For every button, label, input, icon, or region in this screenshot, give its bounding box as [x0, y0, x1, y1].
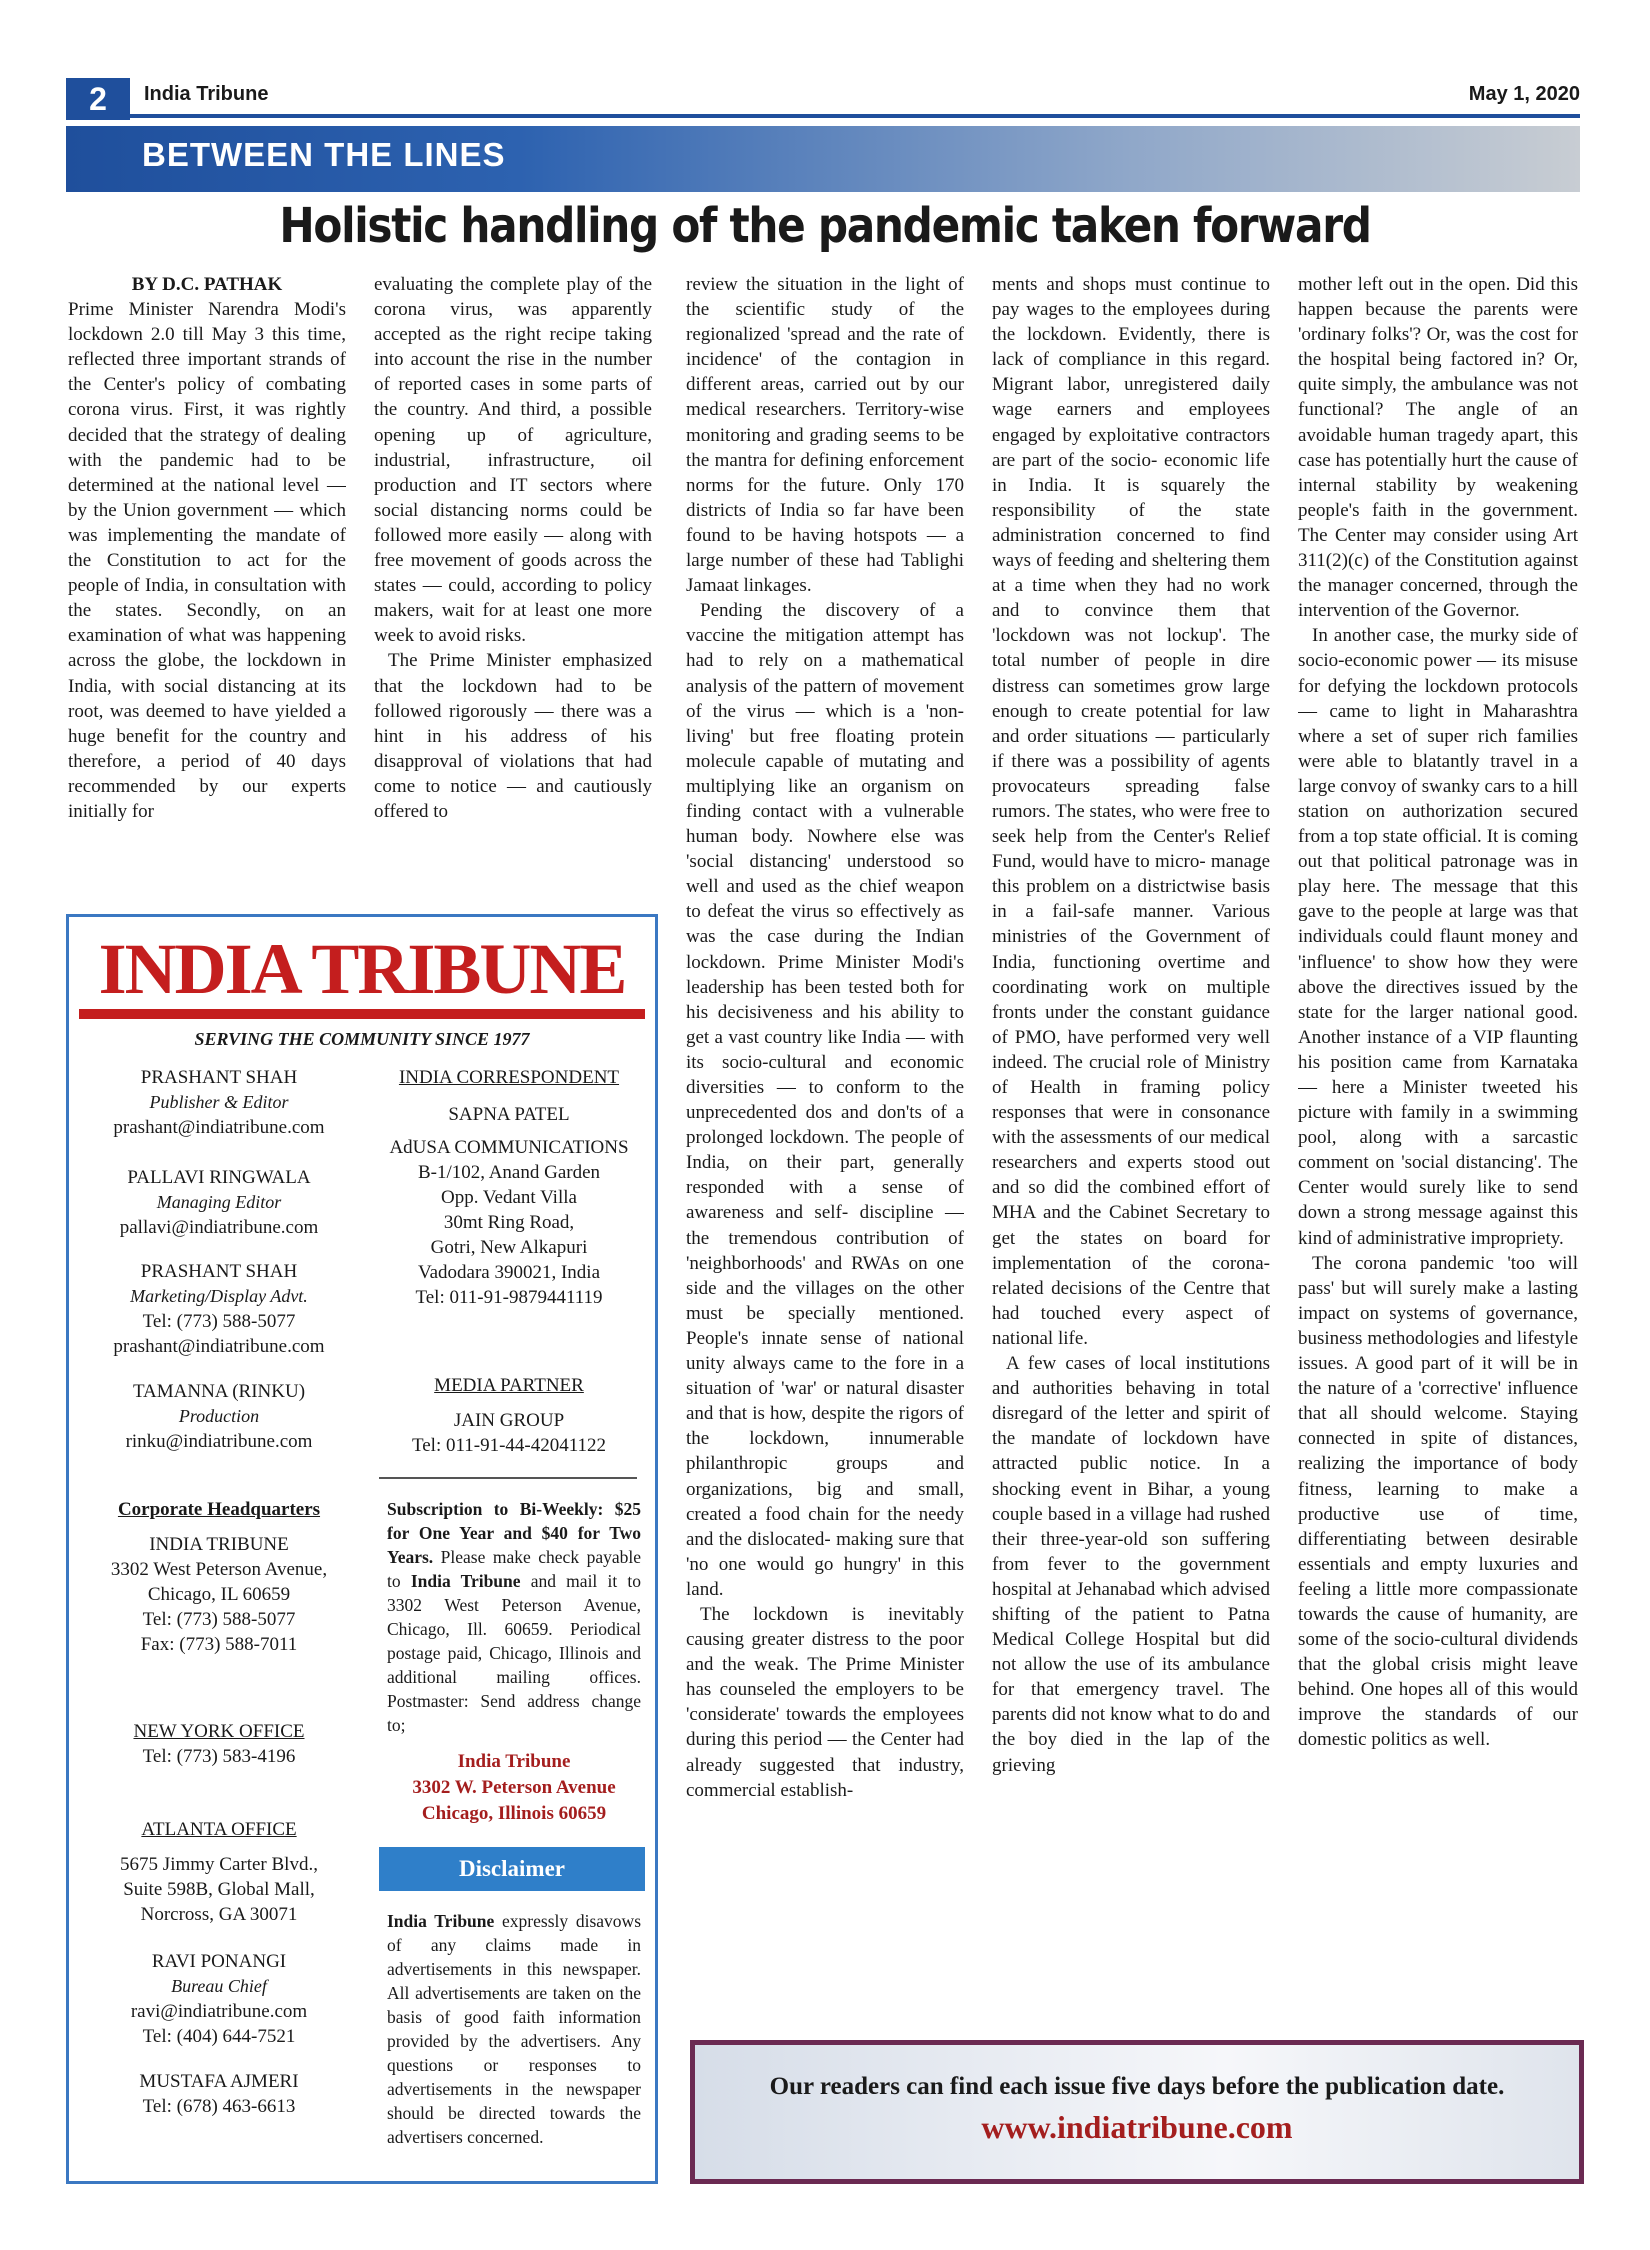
staff-name: PRASHANT SHAH — [140, 1067, 298, 1088]
staff-tel: Tel: (678) 463-6613 — [142, 2096, 296, 2117]
ny-heading: NEW YORK OFFICE — [133, 1721, 305, 1742]
staff-name: PALLAVI RINGWALA — [127, 1167, 311, 1188]
subscription-rest: and mail it to 3302 West Peterson Avenue, Chicago, Ill. 60659. Periodical postage paid, Chicago, Illinois and additional mailing offices. Postmaster: Send address change to; — [387, 1571, 641, 1735]
staff-role: Marketing/Display Advt. — [130, 1286, 308, 1306]
header-rule — [130, 114, 1580, 118]
hq-line: Chicago, IL 60659 — [147, 1584, 291, 1605]
correspondent-line: AdUSA COMMUNICATIONS — [389, 1137, 629, 1158]
article-column-2 — [374, 272, 652, 904]
staff-name: RAVI PONANGI — [151, 1951, 287, 1972]
article-paragraph: mother left out in the open. Did this happen because the parents were 'ordinary folks'? Or, was the cost for the hospital being factored in? Or, quite simply, the ambulance was not functional? The angle of an avoidable human tragedy apart, this case has potentially hurt the cause of internal stability by weakening people's faith in the government. The Center may consider using Art 311(2)(c) of the Constitution against the manager concerned, through the intervention of the Governor. — [1298, 274, 1578, 622]
article-column-4 — [992, 272, 1270, 2024]
staff-tel: Tel: (773) 588-5077 — [142, 1311, 296, 1332]
corporate-hq — [69, 1497, 369, 1657]
staff-email: prashant@indiatribune.com — [113, 1336, 325, 1357]
correspondent-line: 30mt Ring Road, — [443, 1212, 575, 1233]
staff-entry — [69, 1165, 369, 1240]
article-paragraph: The corona pandemic 'too will pass' but will surely make a lasting impact on systems of governance, business methodologies and lifestyle issues. A good part of it will be in the nature of a 'corrective' influence that all should welcome. Staying connected in spite of distances, realizing the importance of body fitness, learning to make a productive use of time, differentiating between desirable essentials and empty luxuries and feeling a little more compassionate towards the cause of humanity, are some of the socio-cultural dividends that the global crisis might leave behind. One hopes all of this would improve the standards of our domestic politics as well. — [1298, 1252, 1578, 1751]
hq-line: Tel: (773) 588-5077 — [142, 1609, 296, 1630]
atlanta-line: Suite 598B, Global Mall, — [123, 1879, 315, 1900]
atlanta-heading: ATLANTA OFFICE — [141, 1819, 297, 1840]
correspondent-line: SAPNA PATEL — [448, 1104, 570, 1125]
subscription-lead: Subscription to Bi-Weekly: $25 for One Year and $40 for Two Years. — [387, 1499, 641, 1567]
address-line: Chicago, Illinois 60659 — [421, 1803, 607, 1824]
article-paragraph: In another case, the murky side of socio-economic power — its misuse for defying the lockdown protocols — came to light in Maharashtra where a set of super rich families were able to blatantly travel in a large convoy of swanky cars to a hill station on authorization secured from a top state official. It is coming out that political patronage was in play here. The message that this gave to the people at large was that individuals could flaunt money and 'influence' to show how they were above the directives issued by the state for the larger national good. Another instance of a VIP flaunting his position came from Karnataka — here a Minister tweeted his picture with family in a swimming pool, along with a sarcastic comment on 'social distancing'. The Center would surely like to send down a strong message against this kind of administrative impropriety. — [1298, 625, 1578, 1249]
staff-name: PRASHANT SHAH — [140, 1261, 298, 1282]
masthead-divider — [379, 1477, 637, 1479]
address-line: India Tribune — [457, 1751, 571, 1772]
ny-tel: Tel: (773) 583-4196 — [142, 1746, 296, 1767]
staff-entry — [69, 1259, 369, 1359]
disclaimer-body: expressly disavows of any claims made in advertisements in this newspaper. All advertisements are taken on the basis of good faith information provided by the advertisers. Any questions or responses to advertisements in the newspaper should be directed towards the advertisers concerned. — [387, 1911, 642, 2147]
publication-name: India Tribune — [144, 83, 269, 105]
serving-tagline: SERVING THE COMMUNITY SINCE 1977 — [194, 1029, 530, 1049]
staff-email: pallavi@indiatribune.com — [119, 1217, 319, 1238]
correspondent-heading: INDIA CORRESPONDENT — [398, 1067, 620, 1088]
media-name: JAIN GROUP — [453, 1410, 565, 1431]
article-paragraph: A few cases of local institutions and authorities behaving in total disregard of the letter and spirit of the mandate of lockdown have attracted public notice. In a shocking event in Bihar, a young couple based in a village had rushed their three-year-old son suffering from fever to the government hospital at Jehanabad which advised shifting of the patient to Patna Medical College Hospital but did not allow the use of its ambulance for that emergency travel. The parents did not know what to do and the boy died in the lap of the grieving — [992, 1353, 1270, 1776]
staff-role: Production — [178, 1406, 260, 1426]
hq-line: 3302 West Peterson Avenue, — [110, 1559, 328, 1580]
staff-tel: Tel: (404) 644-7521 — [142, 2026, 296, 2047]
new-york-office — [69, 1719, 369, 1769]
article-paragraph: The Prime Minister emphasized that the lockdown had to be followed rigorously — there was a hint in his address of his disapproval of violations that had come to notice — and cautiously offered to — [374, 650, 652, 822]
staff-entry — [69, 1065, 369, 1140]
article-paragraph: Pending the discovery of a vaccine the mitigation attempt has had to rely on a mathematical analysis of the pattern of movement of the virus — which is a 'non- living' but free floating protein molecule capable of mutating and multiplying like an organism on finding contact with a vulnerable human body. Nowhere else was 'social distancing' understood so well and used as the chief weapon to defeat the virus so effectively as was the case during the Indian lockdown. Prime Minister Modi's leadership has been tested both for his decisiveness and his ability to get a vast country like India — with its socio-cultural and economic diversities — to conform to the unprecedented dos and don'ts of a prolonged lockdown. The people of India, on their part, generally responded with a sense of awareness and self- discipline — the tremendous contribution of 'neighborhoods' and RWAs on one side and the villages on the other must be specially mentioned. People's innate sense of national unity always came to the fore in a situation of 'war' or natural disaster and that is how, despite the rigors of the lockdown, innumerable philanthropic groups and organizations, big and small, created a food chain for the needy and the dislocated- making sure that 'no one would go hungry' in this land. — [686, 600, 964, 1600]
staff-email: rinku@indiatribune.com — [125, 1431, 313, 1452]
section-title: BETWEEN THE LINES — [142, 136, 506, 173]
hq-line: Fax: (773) 588-7011 — [140, 1634, 298, 1655]
staff-email: prashant@indiatribune.com — [113, 1117, 325, 1138]
address-line: 3302 W. Peterson Avenue — [412, 1777, 616, 1798]
staff-role: Bureau Chief — [171, 1976, 267, 1996]
masthead-box — [66, 914, 658, 2184]
promo-url[interactable]: www.indiatribune.com — [981, 2109, 1293, 2145]
correspondent-line: Tel: 011-91-9879441119 — [415, 1287, 603, 1308]
article-headline: Holistic handling of the pandemic taken forward — [279, 198, 1371, 254]
mailing-address — [387, 1749, 641, 1827]
correspondent-line: Vadodara 390021, India — [417, 1262, 601, 1283]
correspondent-line: Gotri, New Alkapuri — [430, 1237, 588, 1258]
subscription-text: Please make check payable to — [387, 1547, 641, 1591]
subscription-info — [387, 1497, 641, 1737]
staff-entry — [69, 1379, 369, 1454]
staff-name: TAMANNA (RINKU) — [132, 1381, 306, 1402]
promo-box — [690, 2040, 1584, 2184]
bureau-chief — [69, 1949, 369, 2049]
byline: BY D.C. PATHAK — [131, 274, 283, 295]
correspondent-line: B-1/102, Anand Garden — [417, 1162, 601, 1183]
article-paragraph: ments and shops must continue to pay wages to the employees during the lockdown. Evidently, there is lack of compliance in this regard. Migrant labor, unregistered daily wage earners and employees engaged by exploitative contractors are part of the socio- economic life in India. It is squarely the responsibility of the state administration concerned to find ways of feeding and sheltering them at a time when they had no work and to convince them that 'lockdown was not lockup'. The total number of people in dire distress can sometimes grow large enough to create potential for law and order situations — particularly if there was a possibility of agents provocateurs spreading false rumors. The states, who were free to seek help from the Center's Relief Fund, would have to micro- manage this problem on a districtwise basis in a fail-safe manner. Various ministries of the Government of India, functioning overtime and coordinating work on multiple fronts under the constant guidance of PMO, have performed very well indeed. The crucial role of Ministry of Health in framing policy responses that were in consonance with the assessments of our medical researchers and experts stood out and so did the combined effort of MHA and the Cabinet Secretary to get the states on board for implementation of the corona-related decisions of the Centre that had touched every aspect of national life. — [992, 274, 1270, 1349]
atlanta-line: Norcross, GA 30071 — [140, 1904, 298, 1925]
page-number: 2 — [66, 78, 130, 120]
article-paragraph: evaluating the complete play of the corona virus, was apparently accepted as the right recipe taking into account the rise in the number of reported cases in some parts of the country. And third, a possible opening up of agriculture, industrial, infrastructure, oil production and IT sectors where social distancing norms could be followed more easily — along with free movement of goods across the states — could, according to policy makers, wait for at least one more week to avoid risks. — [374, 274, 652, 647]
promo-text: Our readers can find each issue five days before the publication date. — [769, 2073, 1505, 2100]
staff-role: Managing Editor — [156, 1192, 282, 1212]
media-partner — [369, 1373, 649, 1458]
section-banner — [66, 126, 1580, 192]
page-header — [66, 78, 1580, 120]
article-column-5 — [1298, 272, 1578, 2024]
article-column-3 — [686, 272, 964, 2024]
media-heading: MEDIA PARTNER — [434, 1375, 584, 1396]
issue-date: May 1, 2020 — [1468, 83, 1580, 105]
article-paragraph: Prime Minister Narendra Modi's lockdown 2.0 till May 3 this time, reflected three important strands of the Center's policy of combating corona virus. First, it was rightly decided that the strategy of dealing with the pandemic had to be determined at the national level — by the Union government — which was implementing the mandate of the Constitution to act for the people of India, in consultation with the states. Secondly, on an examination of what was happening across the globe, the lockdown in India, with social distancing at its root, was deemed to have yielded a huge benefit for the country and therefore, a period of 40 days recommended by our experts initially for — [68, 299, 346, 822]
atlanta-office — [69, 1817, 369, 1927]
hq-line: INDIA TRIBUNE — [149, 1534, 289, 1555]
logo-strip — [79, 1009, 645, 1019]
staff-role: Publisher & Editor — [149, 1092, 289, 1112]
india-tribune-logo: INDIA TRIBUNE — [98, 929, 626, 1009]
media-tel: Tel: 011-91-44-42041122 — [411, 1435, 607, 1456]
article-paragraph: review the situation in the light of the scientific study of the regionalized 'spread and the rate of incidence' of the contagion in different areas, carried out by our medical researchers. Territory-wise monitoring and grading seems to be the mantra for defining enforcement norms for the future. Only 170 districts of India so far have been found to be having hotspots — a large number of these had Tablighi Jamaat linkages. — [686, 274, 964, 597]
staff-name: MUSTAFA AJMERI — [139, 2071, 299, 2092]
india-correspondent — [369, 1065, 649, 1310]
article-column-1 — [68, 272, 346, 904]
correspondent-line: Opp. Vedant Villa — [441, 1187, 577, 1208]
article-paragraph: The lockdown is inevitably causing greater distress to the poor and the weak. The Prime Minister has counseled the employers to be 'considerate' towards the employees during this period — the Center had already suggested that industry, commercial establish- — [686, 1603, 964, 1801]
staff-email: ravi@indiatribune.com — [130, 2001, 308, 2022]
hq-heading: Corporate Headquarters — [117, 1499, 321, 1520]
disclaimer-heading: Disclaimer — [379, 1847, 645, 1891]
disclaimer-name: India Tribune — [387, 1911, 495, 1931]
staff-entry — [69, 2069, 369, 2119]
subscription-payee: India Tribune — [410, 1571, 521, 1591]
disclaimer-text — [387, 1909, 641, 2149]
atlanta-line: 5675 Jimmy Carter Blvd., — [120, 1854, 318, 1875]
